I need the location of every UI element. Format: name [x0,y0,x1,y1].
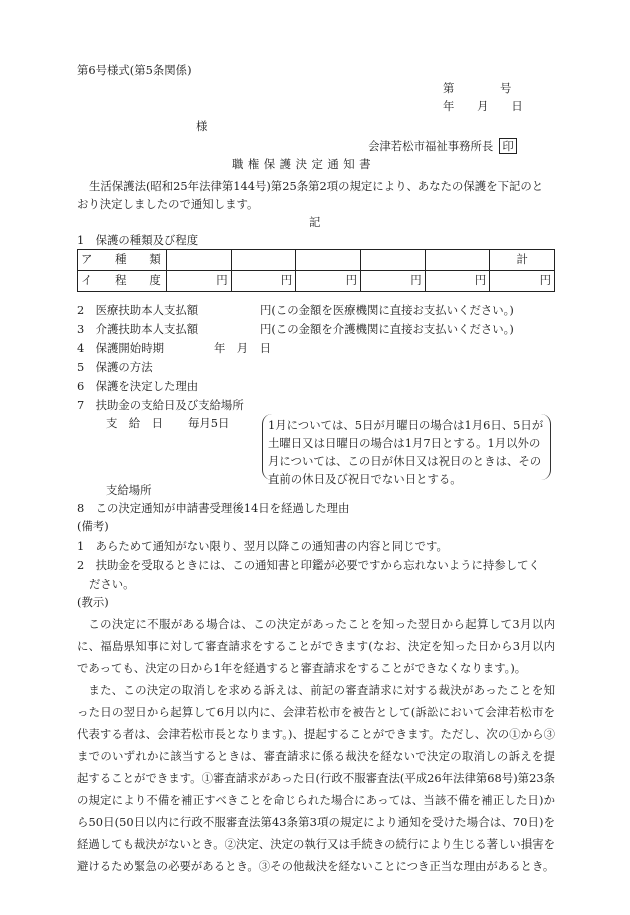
pay-day-value: 毎月5日 [188,416,230,430]
table-cell-yen: 円 [425,271,490,292]
table-cell [167,250,232,271]
table-label-degree: イ 程 度 [78,271,167,292]
table-cell [231,250,296,271]
item-7: 7 扶助金の支給日及び支給場所 [77,398,244,412]
table-cell-yen: 円 [231,271,296,292]
remark-1: 1 あらためて通知がない限り、翌月以降この通知書の内容と同じです。 [77,539,448,553]
intro-line-1: 生活保護法(昭和25年法律第144号)第25条第2項の規定により、あなたの保護を下記のと [89,179,544,193]
table-cell [296,250,361,271]
instruction-paragraph-1: この決定に不服がある場合は、この決定があったことを知った翌日から起算して3月以内に、福島県知事に対して審査請求をすることができます(なお、決定を知った日から3月以内であっても、決定の日から1年を経過すると審査請求をすることができなくなります。)。 [77,617,555,675]
table-cell-yen: 円 [360,271,425,292]
table-total-header: 計 [490,250,555,271]
item-6: 6 保護を決定した理由 [77,379,199,393]
instruction-heading: (教示) [77,595,109,609]
item-2-label: 2 医療扶助本人支払額 [77,303,199,317]
item-4-label: 4 保護開始時期 [77,341,164,355]
item-5: 5 保護の方法 [77,360,153,374]
table-cell-yen: 円 [167,271,232,292]
item-2-note: 円(この金額を医療機関に直接お支払いください。) [260,303,514,317]
addressee: 様 [196,119,208,133]
issuer-line [368,138,517,154]
document-number: 第 号 [443,81,512,95]
pay-day-label: 支 給 日 [106,416,163,430]
seal-mark: 印 [499,138,516,154]
table-cell [425,250,490,271]
pay-place-label: 支給場所 [106,483,152,497]
issuer: 会津若松市福祉事務所長 [368,139,494,153]
instruction-paragraph-2: また、この決定の取消しを求める訴えは、前記の審査請求に対する裁決があったことを知った日の翌日から起算して6月以内に、会津若松市を被告として(訴訟において会津若松市を代表する者は、会津若松市長となります。)、提起することができます。ただし、次の①から③までのいずれかに該当するときは、審査請求に係る裁決を経ないで決定の取消しの訴えを提起することができます。①審査請求があった日(行政不服審査法(平成26年法律第68号)第23条の規定により不備を補正すべきことを命じられた場合にあっては、当該不備を補正した日)から50日(50日以内に行政不服審査法第43条第3項の規定により通知を受けた場合は、70日)を経過しても裁決がないとき。②決定、決定の執行又は手続きの続行により生じる著しい損害を避けるため緊急の必要があるとき。③その他裁決を経ないことにつき正当な理由があるとき。 [77,683,555,873]
remark-2-line-1: 2 扶助金を受取るときには、この通知書と印鑑が必要ですから忘れないように持参してく [77,558,540,572]
table-row [78,271,555,292]
table-cell-yen: 円 [490,271,555,292]
item-8: 8 この決定通知が申請書受理後14日を経過した理由 [77,501,350,515]
page-title: 職権保護決定通知書 [232,157,376,171]
protection-table [77,249,555,292]
form-number: 第6号様式(第5条関係) [77,63,192,77]
table-cell [360,250,425,271]
table-label-type: ア 種 類 [78,250,167,271]
issue-date: 年 月 日 [443,99,523,113]
item-3-note: 円(この金額を介護機関に直接お支払いください。) [260,322,514,336]
item-3-label: 3 介護扶助本人支払額 [77,322,199,336]
ki-heading: 記 [309,215,321,229]
item-4-date: 年 月 日 [214,341,271,355]
pay-note: 1月については、5日が月曜日の場合は1月6日、5日が土曜日又は日曜日の場合は1月7日とする。1月以外の月については、この日が休日又は祝日のときは、その直前の休日及び祝日でない日とする。 [268,418,544,486]
remarks-heading: (備考) [77,519,109,533]
table-cell-yen: 円 [296,271,361,292]
remark-2-line-2: ださい。 [89,577,135,591]
item-1: 1 保護の種類及び程度 [77,233,199,247]
intro-line-2: おり決定しましたので通知します。 [77,197,259,211]
table-row [78,250,555,271]
